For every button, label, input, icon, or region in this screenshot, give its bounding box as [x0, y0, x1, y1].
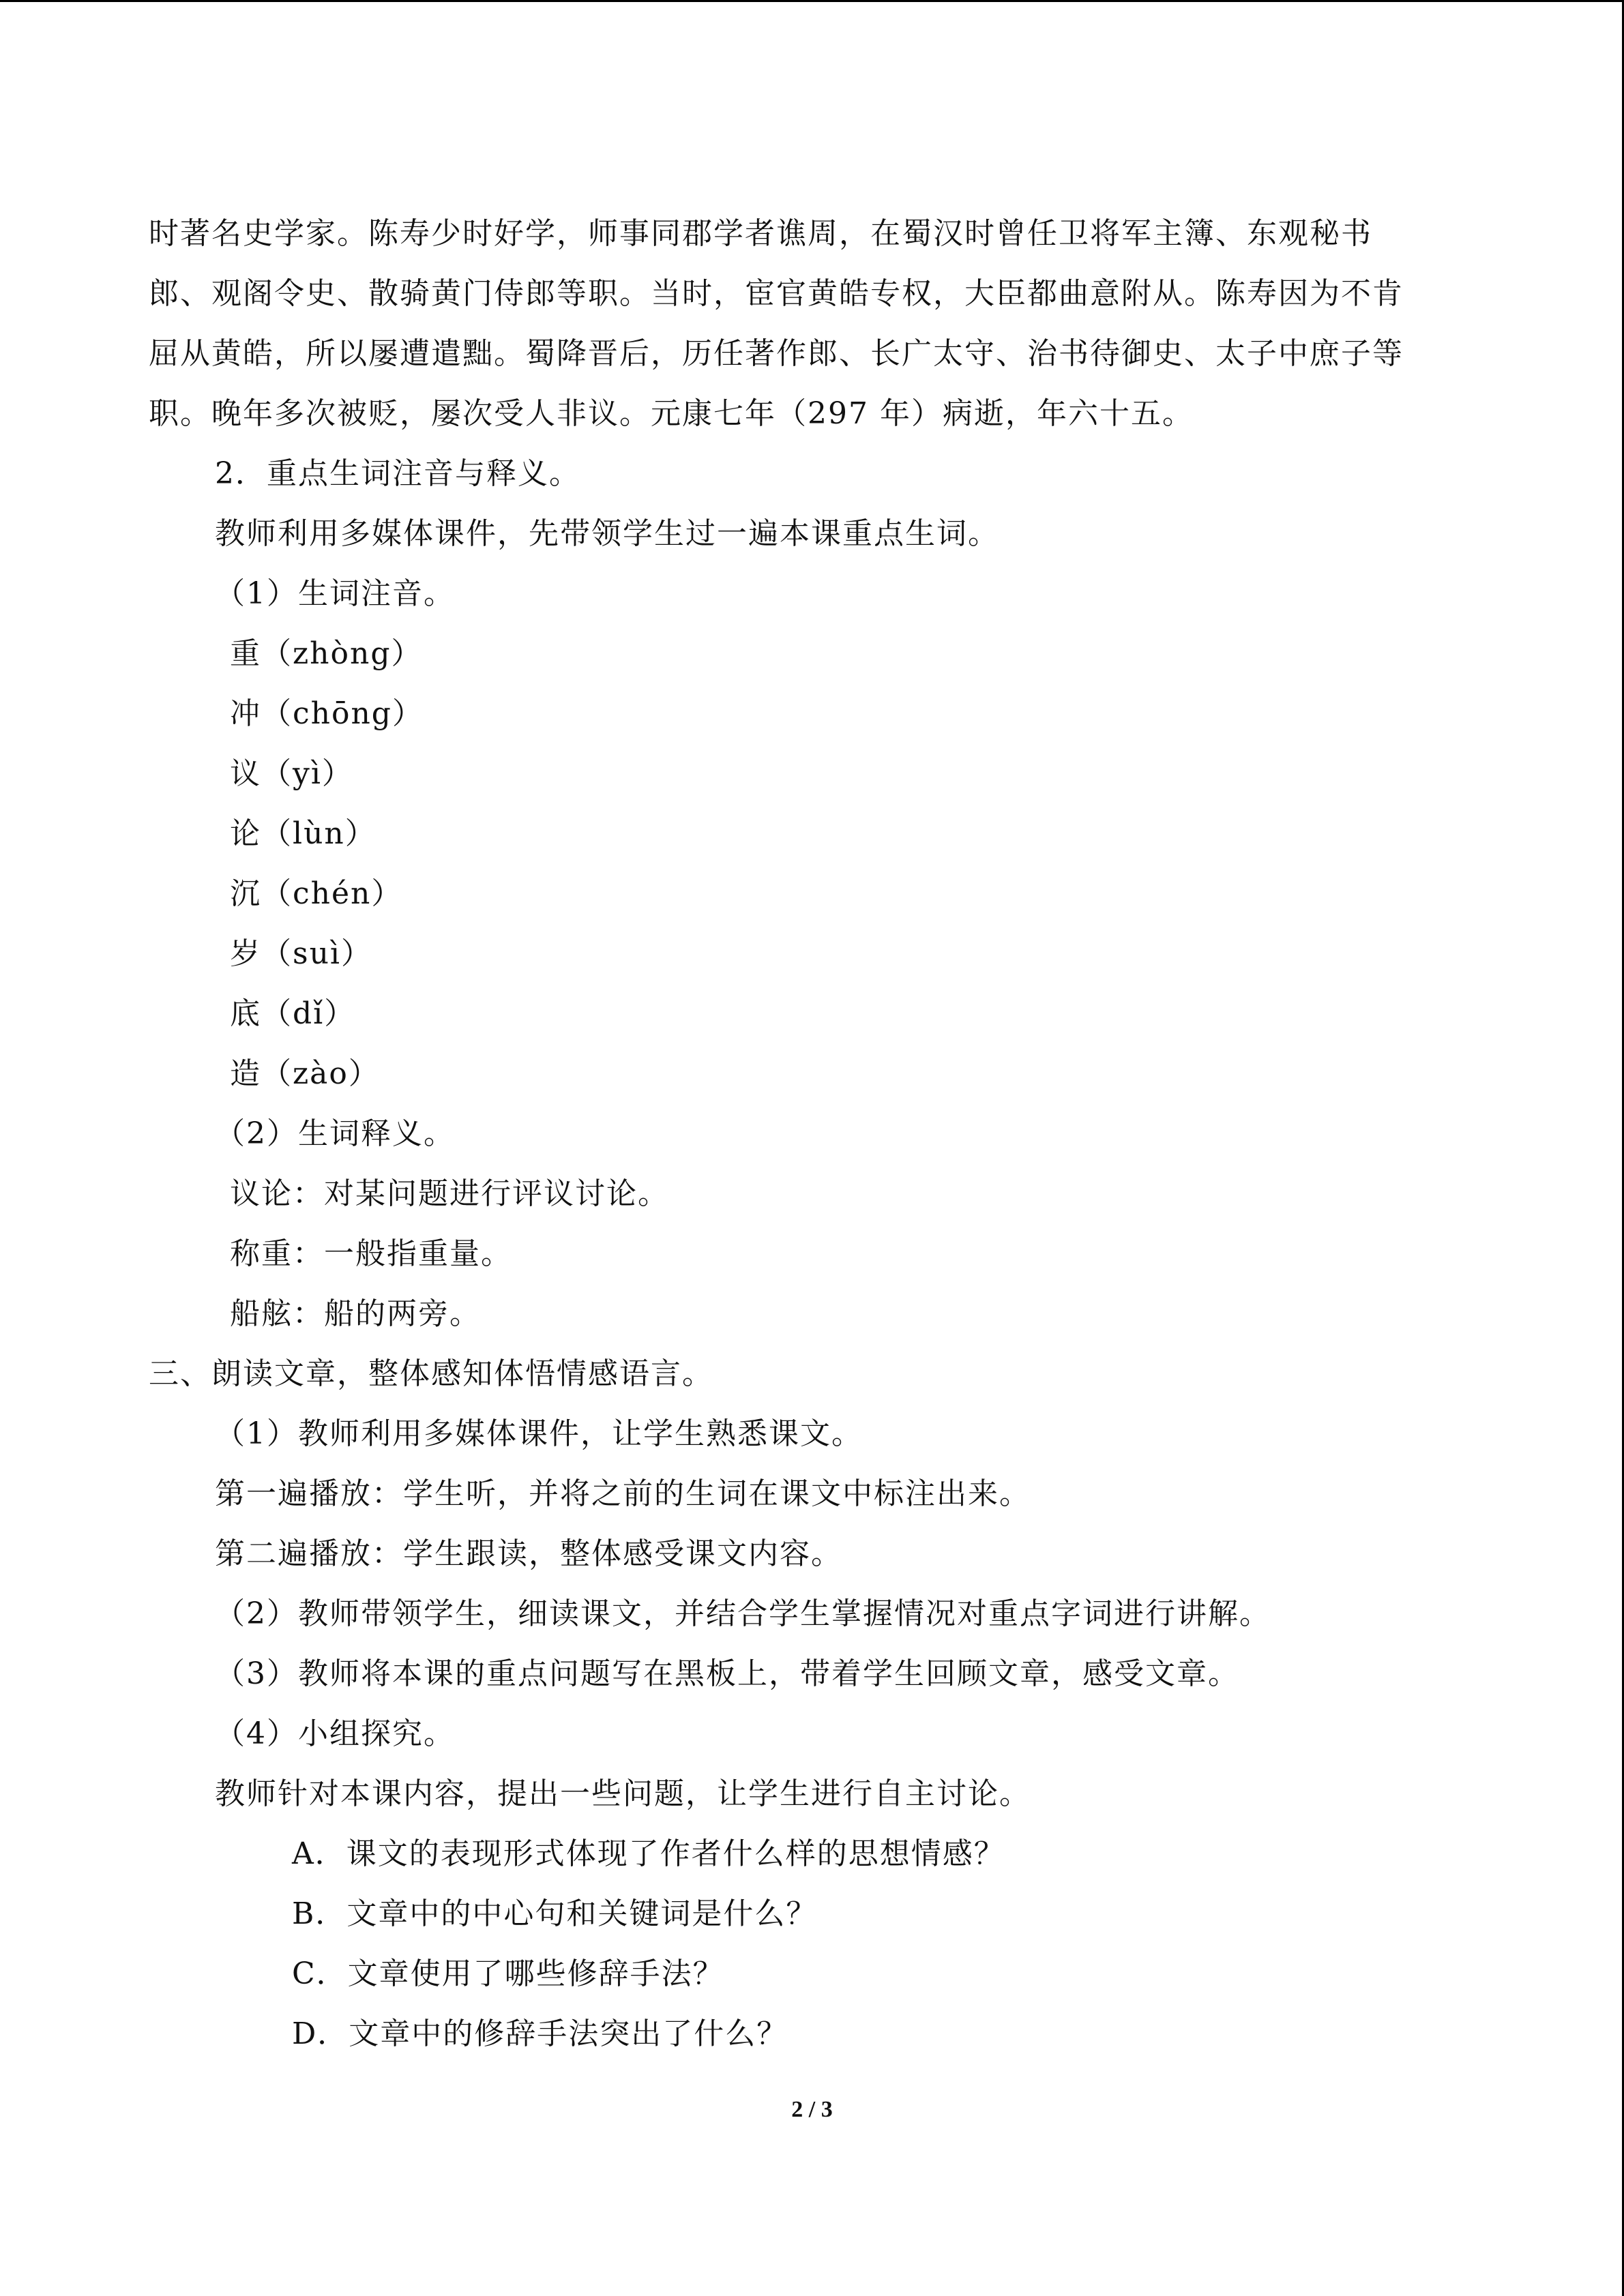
- section3-heading: 三、朗读文章，整体感知体悟情感语言。: [149, 1356, 713, 1391]
- intro-line-3: 屈从黄皓，所以屡遭遣黜。蜀降晋后，历任著作郎、长广太守、治书待御史、太子中庶子等: [149, 336, 1404, 371]
- section3-play1: 第一遍播放：学生听，并将之前的生词在课文中标注出来。: [215, 1476, 1031, 1511]
- section3-play2: 第二遍播放：学生跟读，整体感受课文内容。: [215, 1536, 842, 1571]
- section2-heading: 2．重点生词注音与释义。: [215, 456, 580, 491]
- pinyin-title: （1）生词注音。: [215, 576, 455, 611]
- pinyin-item: 底（dǐ）: [230, 996, 356, 1031]
- intro-line-2: 郎、观阁令史、散骑黄门侍郎等职。当时，宦官黄皓专权，大臣都曲意附从。陈寿因为不肯: [149, 276, 1404, 311]
- discussion-intro: 教师针对本课内容，提出一些问题，让学生进行自主讨论。: [215, 1776, 1031, 1811]
- intro-line-4: 职。晚年多次被贬，屡次受人非议。元康七年（297 年）病逝，年六十五。: [149, 396, 1194, 431]
- pinyin-item: 议（yì）: [230, 756, 353, 791]
- question-item: D．文章中的修辞手法突出了什么？: [292, 2016, 788, 2051]
- pinyin-item: 重（zhòng）: [230, 636, 423, 671]
- question-item: C．文章使用了哪些修辞手法？: [292, 1956, 724, 1991]
- section2-intro: 教师利用多媒体课件，先带领学生过一遍本课重点生词。: [215, 516, 999, 551]
- meaning-item: 称重：一般指重量。: [230, 1236, 512, 1271]
- question-item: B．文章中的中心句和关键词是什么？: [292, 1896, 818, 1931]
- section3-step4: （4）小组探究。: [215, 1716, 455, 1751]
- pinyin-item: 论（lùn）: [230, 816, 377, 851]
- meaning-item: 船舷：船的两旁。: [230, 1296, 481, 1331]
- intro-line-1: 时著名史学家。陈寿少时好学，师事同郡学者谯周，在蜀汉时曾任卫将军主簿、东观秘书: [149, 216, 1372, 251]
- page-number: 2 / 3: [791, 2097, 833, 2122]
- meaning-item: 议论：对某问题进行评议讨论。: [230, 1176, 669, 1211]
- section3-step2: （2）教师带领学生，细读课文，并结合学生掌握情况对重点字词进行讲解。: [215, 1596, 1271, 1631]
- question-item: A．课文的表现形式体现了作者什么样的思想情感？: [292, 1836, 1005, 1871]
- section3-step3: （3）教师将本课的重点问题写在黑板上，带着学生回顾文章，感受文章。: [215, 1656, 1239, 1691]
- meaning-title: （2）生词释义。: [215, 1116, 455, 1151]
- pinyin-item: 岁（suì）: [230, 936, 372, 971]
- pinyin-item: 沉（chén）: [230, 876, 403, 911]
- pinyin-item: 冲（chōng）: [230, 696, 424, 731]
- pinyin-item: 造（zào）: [230, 1056, 380, 1091]
- section3-step1: （1）教师利用多媒体课件，让学生熟悉课文。: [215, 1416, 863, 1451]
